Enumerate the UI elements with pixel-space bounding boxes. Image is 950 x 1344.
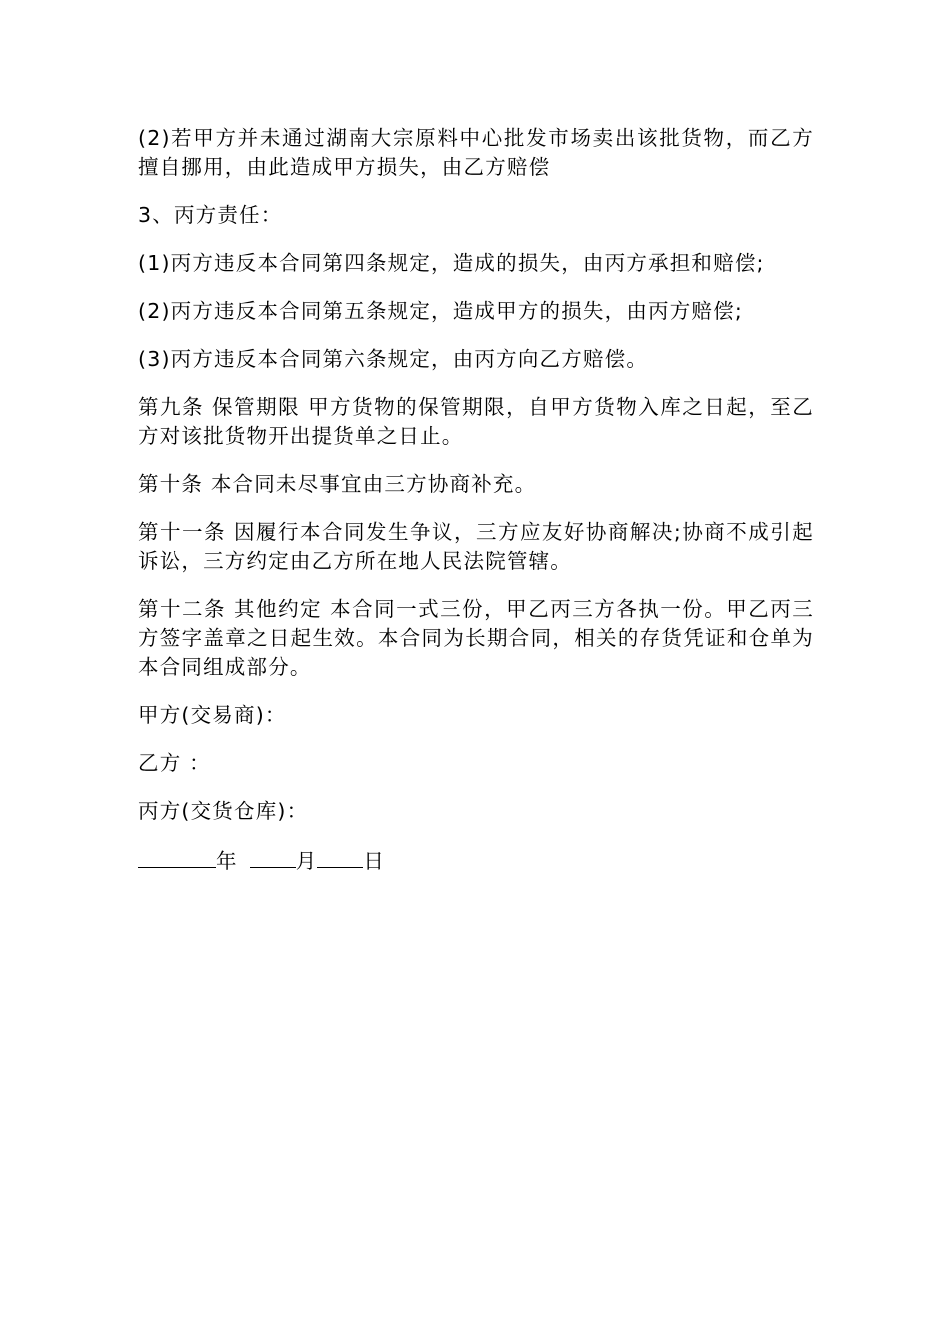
month-blank[interactable] [250,845,296,868]
day-blank[interactable] [317,845,363,868]
year-blank[interactable] [138,845,216,868]
article-10-supplement: 第十条 本合同未尽事宜由三方协商补充。 [138,472,537,496]
article-12-other: 第十二条 其他约定 本合同一式三份，甲乙丙三方各执一份。甲乙丙三方签字盖章之日起生效。本合同为长期合同，相关的存货凭证和仓单为本合同组成部分。 [138,597,814,679]
clause-bing-3: (3)丙方违反本合同第六条规定，由丙方向乙方赔偿。 [138,347,649,371]
document-page [138,124,814,876]
clause-bing-2: (2)丙方违反本合同第五条规定，造成甲方的损失，由丙方赔偿; [138,299,743,323]
section-bing-responsibility: 3、丙方责任： [138,203,283,227]
party-a-signature-line: 甲方(交易商)： [138,703,287,727]
article-11-dispute: 第十一条 因履行本合同发生争议，三方应友好协商解决;协商不成引起诉讼，三方约定由乙方所在地人民法院管辖。 [138,520,814,573]
party-b-signature-line: 乙方 ： [138,751,211,775]
clause-bing-1: (1)丙方违反本合同第四条规定，造成的损失，由丙方承担和赔偿; [138,251,765,275]
day-label: 日 [363,849,386,873]
year-label: 年 [216,849,238,873]
article-9-storage-period: 第九条 保管期限 甲方货物的保管期限，自甲方货物入库之日起，至乙方对该批货物开出提货单之日止。 [138,395,814,448]
party-c-signature-line: 丙方(交货仓库)： [138,799,309,823]
month-label: 月 [295,849,318,873]
clause-2-breach-yi: (2)若甲方并未通过湖南大宗原料中心批发市场卖出该批货物，而乙方擅自挪用，由此造成甲方损失，由乙方赔偿 [138,126,814,179]
signing-date-line [138,845,814,876]
